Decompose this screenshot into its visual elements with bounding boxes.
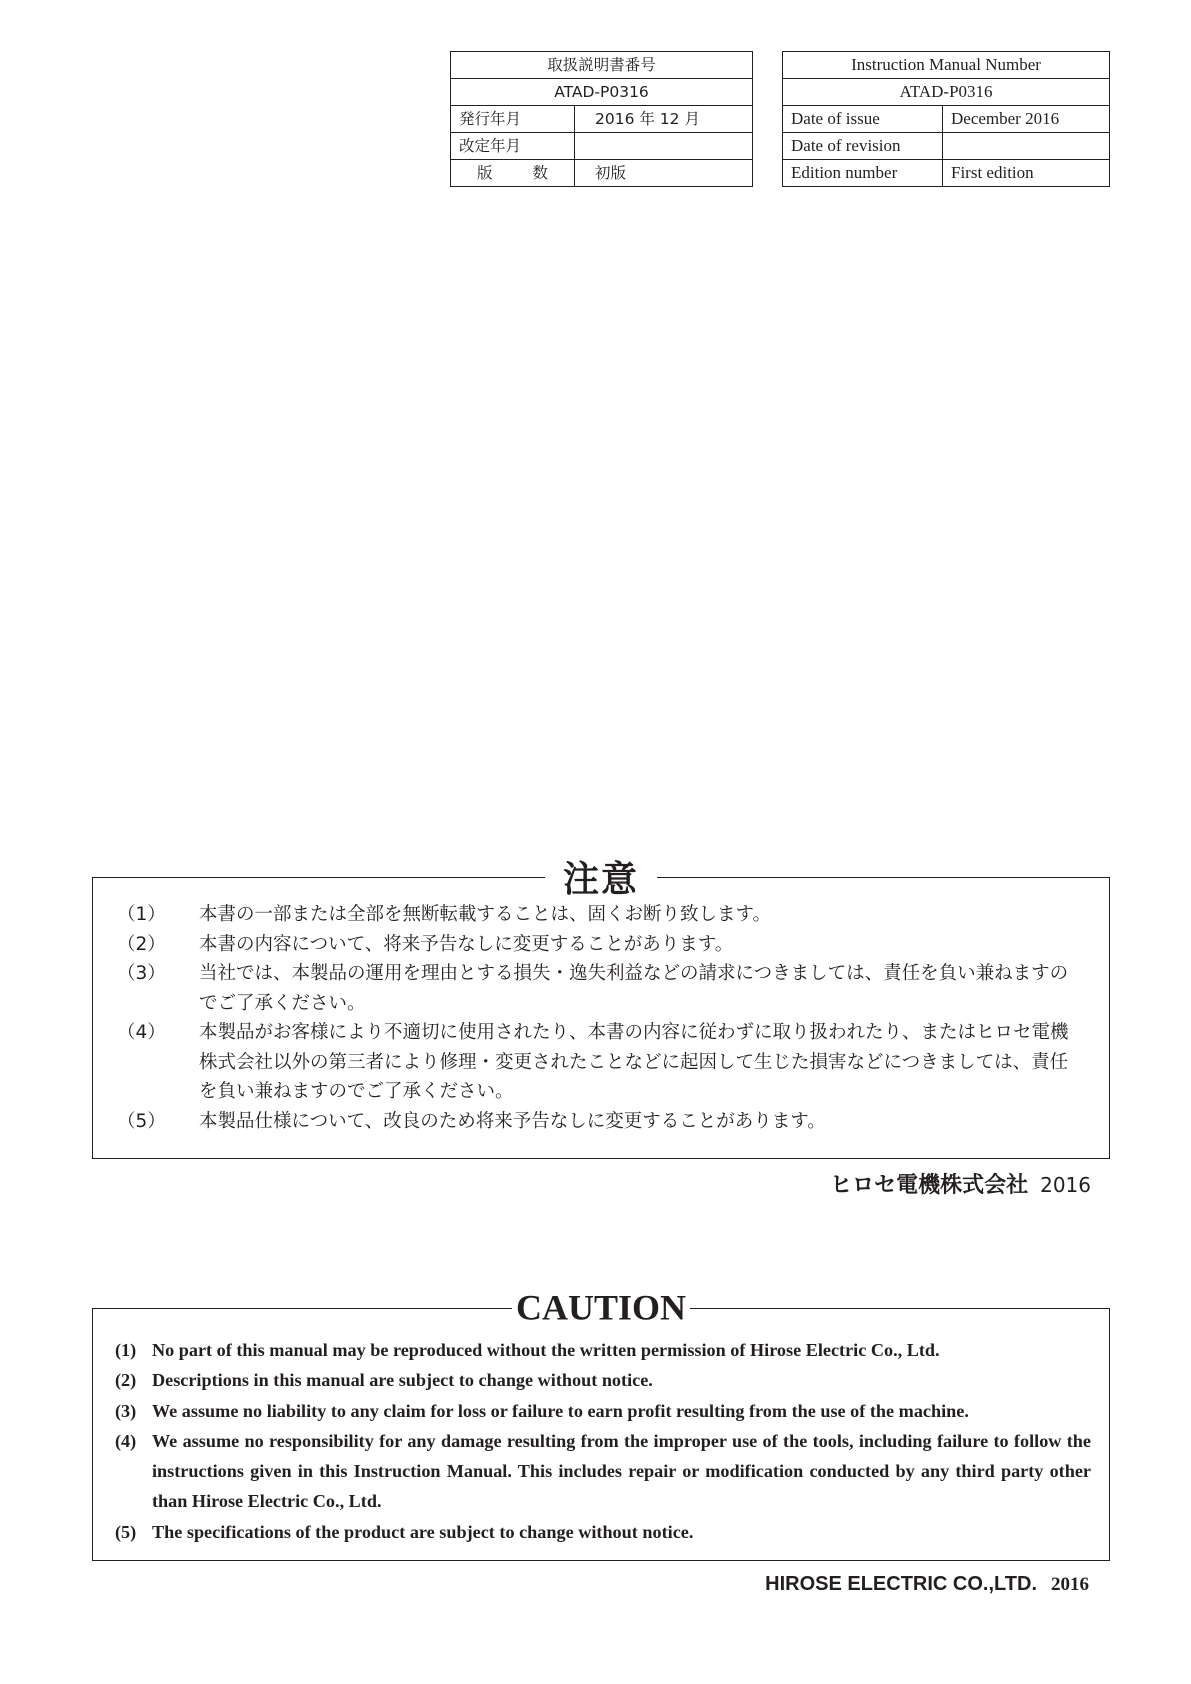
en-issue-label: Date of issue bbox=[783, 106, 943, 133]
en-caution-item bbox=[115, 1396, 1091, 1426]
jp-notice-item-text: 本書の内容について、将来予告なしに変更することがあります。 bbox=[199, 933, 734, 955]
en-revision-value bbox=[943, 133, 1110, 160]
en-caution-item-number: (5) bbox=[115, 1521, 137, 1542]
en-manual-info-table bbox=[782, 51, 1110, 187]
jp-info-number-row bbox=[451, 79, 753, 106]
en-revision-label: Date of revision bbox=[783, 133, 943, 160]
en-caution-item bbox=[115, 1517, 1091, 1547]
en-company-name: HIROSE ELECTRIC CO.,LTD. bbox=[765, 1573, 1037, 1595]
jp-revision-row bbox=[451, 133, 753, 160]
en-caution-item-number: (3) bbox=[115, 1400, 137, 1421]
jp-notice-item-text: 本製品がお客様により不適切に使用されたり、本書の内容に従わずに取り扱われたり、またはヒロセ電機株式会社以外の第三者により修理・変更されたことなどに起因して生じた損害などにつきましては、責任を負い兼ねますのでご了承ください。 bbox=[199, 1022, 1069, 1102]
jp-notice-item bbox=[115, 959, 1085, 1018]
en-caution-item-text: Descriptions in this manual are subject to change without notice. bbox=[152, 1370, 653, 1391]
jp-edition-label-char-2: 数 bbox=[532, 164, 549, 182]
jp-notice-item-number: （5） bbox=[117, 1110, 166, 1132]
jp-notice-item-number: （3） bbox=[117, 963, 166, 984]
en-caution-list bbox=[115, 1335, 1091, 1547]
en-edition-row bbox=[783, 160, 1110, 187]
en-caution-item-text: We assume no liability to any claim for loss or failure to earn profit resulting from the use of the machine. bbox=[152, 1400, 969, 1421]
jp-notice-item-text: 本書の一部または全部を無断転載することは、固くお断り致します。 bbox=[199, 904, 772, 925]
jp-notice-item-number: （2） bbox=[117, 933, 166, 955]
en-info-title: Instruction Manual Number bbox=[783, 52, 1110, 79]
en-caution-item-text: We assume no responsibility for any damage resulting from the improper use of the tools, including failure to follow the instructions given in this Instruction Manual. This includes repair or modification conducted by any third party other than Hirose Electric Co., Ltd. bbox=[152, 1430, 1091, 1512]
en-caution-title: CAUTION bbox=[512, 1287, 690, 1329]
en-caution-item-number: (4) bbox=[115, 1430, 137, 1451]
jp-notice-item-text: 本製品仕様について、改良のため将来予告なしに変更することがあります。 bbox=[199, 1110, 826, 1132]
en-caution-item-number: (2) bbox=[115, 1370, 137, 1391]
jp-company-name: ヒロセ電機株式会社 bbox=[830, 1173, 1029, 1198]
jp-company-footer bbox=[830, 1168, 1091, 1199]
en-caution-item-number: (1) bbox=[115, 1340, 137, 1360]
en-caution-item bbox=[115, 1365, 1091, 1395]
jp-edition-value: 初版 bbox=[575, 160, 753, 187]
en-edition-label: Edition number bbox=[783, 160, 943, 187]
jp-notice-item-text: 当社では、本製品の運用を理由とする損失・逸失利益などの請求につきましては、責任を負い兼ねますのでご了承ください。 bbox=[199, 963, 1069, 1014]
en-manual-number: ATAD-P0316 bbox=[783, 79, 1110, 106]
jp-manual-number: ATAD-P0316 bbox=[451, 79, 753, 106]
jp-notice-item-number: （4） bbox=[117, 1022, 166, 1043]
jp-edition-label-char-1: 版 bbox=[477, 164, 493, 182]
jp-manual-info-table bbox=[450, 51, 753, 187]
en-caution-item bbox=[115, 1426, 1091, 1517]
jp-notice-list bbox=[115, 900, 1085, 1136]
en-revision-row bbox=[783, 133, 1110, 160]
jp-notice-item bbox=[115, 1018, 1085, 1107]
jp-copyright-year: 2016 bbox=[1040, 1173, 1091, 1197]
jp-revision-value bbox=[575, 133, 753, 160]
en-company-footer bbox=[765, 1573, 1089, 1596]
jp-info-title: 取扱説明書番号 bbox=[451, 52, 753, 79]
en-caution-item bbox=[115, 1335, 1091, 1365]
en-caution-item-text: No part of this manual may be reproduced without the written permission of Hirose Electric Co., Ltd. bbox=[152, 1340, 940, 1360]
en-caution-box bbox=[92, 1287, 1110, 1561]
en-edition-value: First edition bbox=[943, 160, 1110, 187]
en-copyright-year: 2016 bbox=[1051, 1574, 1089, 1595]
jp-edition-row bbox=[451, 160, 753, 187]
jp-issue-value: 2016 年 12 月 bbox=[575, 106, 753, 133]
en-issue-row bbox=[783, 106, 1110, 133]
jp-issue-row bbox=[451, 106, 753, 133]
en-info-title-row bbox=[783, 52, 1110, 79]
jp-notice-item bbox=[115, 900, 1085, 930]
jp-edition-label bbox=[451, 160, 575, 187]
jp-notice-box bbox=[92, 858, 1110, 1159]
jp-notice-title: 注意 bbox=[545, 851, 657, 902]
jp-issue-label: 発行年月 bbox=[451, 106, 575, 133]
en-issue-value: December 2016 bbox=[943, 106, 1110, 133]
jp-notice-item bbox=[115, 930, 1085, 960]
jp-notice-item bbox=[115, 1107, 1085, 1137]
en-caution-item-text: The specifications of the product are subject to change without notice. bbox=[152, 1521, 694, 1542]
en-info-number-row bbox=[783, 79, 1110, 106]
jp-revision-label: 改定年月 bbox=[451, 133, 575, 160]
jp-info-title-row bbox=[451, 52, 753, 79]
jp-notice-item-number: （1） bbox=[117, 904, 166, 925]
